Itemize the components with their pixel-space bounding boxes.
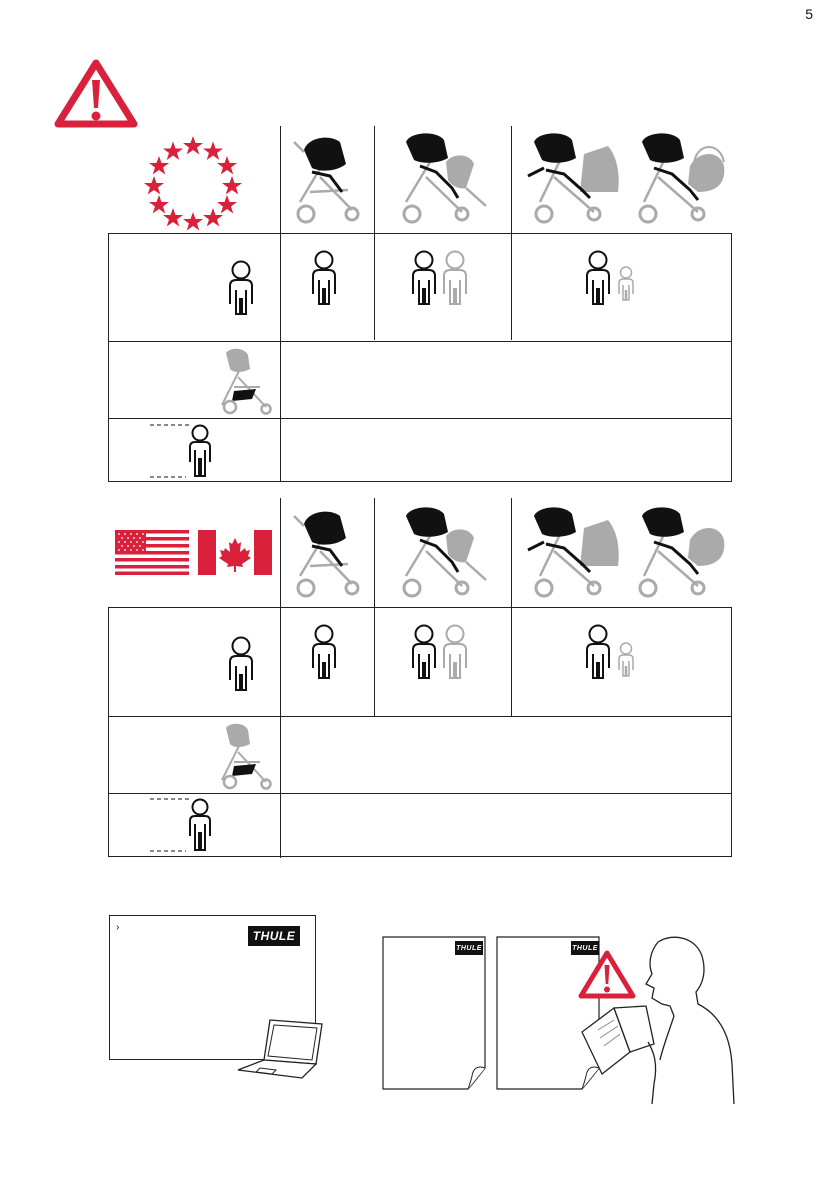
eu-flag-icon <box>146 132 240 226</box>
eu-table-right-rule <box>731 233 732 482</box>
stroller-car-seat-icon <box>628 132 728 224</box>
stroller-bassinet-icon <box>524 506 624 598</box>
us-table-divider <box>280 498 281 858</box>
infant-figure-icon <box>615 266 637 302</box>
warning-triangle-icon <box>578 950 636 1000</box>
child-height-icon <box>150 422 214 480</box>
us-flag-icon <box>115 530 189 575</box>
canada-flag-icon <box>198 530 272 575</box>
us-row-rule-1 <box>108 716 732 717</box>
stroller-single-icon <box>290 506 370 598</box>
thule-logo: THULE <box>571 941 599 955</box>
manual-page-icon <box>382 936 486 1090</box>
eu-table-bottom-rule <box>108 481 732 482</box>
us-row-rule-2 <box>108 793 732 794</box>
us-table-right-rule <box>731 607 732 857</box>
child-figure-icon <box>581 250 615 306</box>
stroller-single-icon <box>290 132 370 224</box>
warning-triangle-icon <box>54 58 138 128</box>
eu-row-rule-1 <box>108 341 732 342</box>
child-figure-icon <box>307 624 341 680</box>
child-figure-icon <box>224 636 258 692</box>
stroller-double-icon <box>396 506 496 598</box>
manual-bullet: › <box>116 922 120 933</box>
stroller-car-seat-icon <box>628 506 728 598</box>
us-table-top-rule <box>108 607 732 608</box>
eu-table-left-rule <box>108 233 109 482</box>
infant-figure-icon <box>615 642 637 678</box>
child-figure-icon <box>224 260 258 316</box>
us-table-bottom-rule <box>108 856 732 857</box>
stroller-basket-icon <box>216 722 276 790</box>
child-figure-grey-icon <box>438 250 472 306</box>
thule-logo: THULE <box>455 941 483 955</box>
eu-table-divider <box>280 126 281 482</box>
laptop-icon <box>236 1018 326 1082</box>
child-figure-icon <box>581 624 615 680</box>
eu-row-rule-2 <box>108 418 732 419</box>
eu-table-top-rule <box>108 233 732 234</box>
us-table-left-rule <box>108 607 109 857</box>
stroller-double-icon <box>396 132 496 224</box>
child-figure-icon <box>307 250 341 306</box>
thule-logo: THULE <box>248 926 300 946</box>
child-figure-icon <box>407 624 441 680</box>
page-number: 5 <box>805 6 813 22</box>
stroller-bassinet-icon <box>524 132 624 224</box>
child-figure-grey-icon <box>438 624 472 680</box>
stroller-basket-icon <box>216 347 276 415</box>
child-height-icon <box>150 796 214 854</box>
child-figure-icon <box>407 250 441 306</box>
